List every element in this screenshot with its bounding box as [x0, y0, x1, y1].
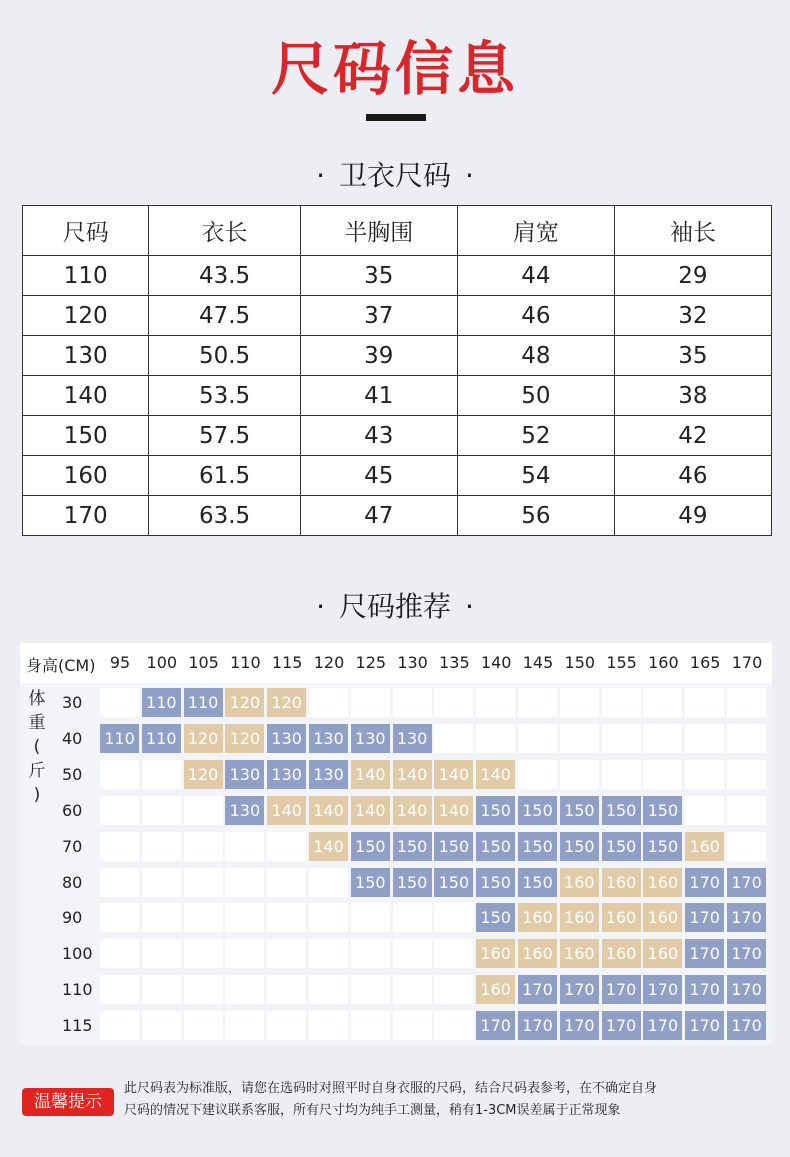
- weight-value: 80: [62, 872, 83, 892]
- empty-cell: [184, 868, 223, 897]
- column-header: 肩宽: [457, 206, 614, 256]
- height-value: 120: [313, 653, 345, 672]
- empty-cell: [184, 939, 223, 968]
- size-cell: 150: [518, 796, 557, 825]
- empty-cell: [225, 832, 264, 861]
- empty-cell: [142, 796, 181, 825]
- size-cell: 140: [434, 796, 473, 825]
- empty-cell: [225, 868, 264, 897]
- table-cell: 53.5: [149, 376, 300, 416]
- empty-cell: [100, 975, 139, 1004]
- size-cell: 160: [602, 903, 641, 932]
- table-cell: 35: [614, 336, 771, 376]
- empty-cell: [142, 903, 181, 932]
- size-cell: 160: [560, 903, 599, 932]
- empty-cell: [393, 903, 432, 932]
- table-cell: 52: [457, 416, 614, 456]
- size-cell: 110: [142, 688, 181, 717]
- size-cell: 160: [602, 868, 641, 897]
- size-cell: 140: [393, 760, 432, 789]
- size-cell: 160: [643, 939, 682, 968]
- table-cell: 44: [457, 256, 614, 296]
- height-value: 150: [564, 653, 596, 672]
- height-value: 145: [522, 653, 554, 672]
- size-cell: 160: [602, 939, 641, 968]
- size-cell: 160: [476, 975, 515, 1004]
- table-cell: 32: [614, 296, 771, 336]
- size-cell: 150: [560, 832, 599, 861]
- size-cell: 130: [267, 760, 306, 789]
- table-row: [23, 336, 772, 376]
- table-cell: 39: [300, 336, 457, 376]
- recommend-grid-body: [20, 683, 772, 1045]
- empty-cell: [100, 1011, 139, 1040]
- size-cell: 140: [351, 796, 390, 825]
- size-cell: 150: [643, 832, 682, 861]
- table-cell: 46: [614, 456, 771, 496]
- weight-value: 100: [62, 944, 93, 964]
- table-cell: 61.5: [149, 456, 300, 496]
- height-value: 105: [188, 653, 219, 672]
- tip-line: 此尺码表为标准版，请您在选码时对照平时自身衣服的尺码，结合尺码表参考，在不确定自身: [124, 1081, 658, 1096]
- empty-cell: [727, 832, 766, 861]
- size-cell: 150: [393, 868, 432, 897]
- column-header: 袖长: [614, 206, 771, 256]
- empty-cell: [518, 724, 557, 753]
- size-cell: 160: [518, 939, 557, 968]
- section-heading-size-chart: [0, 154, 790, 194]
- table-cell: 50: [457, 376, 614, 416]
- weight-axis-char: 体: [28, 689, 46, 709]
- empty-cell: [434, 688, 473, 717]
- size-cell: 170: [727, 975, 766, 1004]
- weight-value: 60: [62, 800, 83, 820]
- empty-cell: [184, 832, 223, 861]
- table-cell: 170: [23, 496, 149, 536]
- empty-cell: [100, 796, 139, 825]
- empty-cell: [685, 796, 724, 825]
- table-cell: 140: [23, 376, 149, 416]
- size-cell: 150: [560, 796, 599, 825]
- bullet-dot: ·: [316, 590, 325, 623]
- column-header: 尺码: [23, 206, 149, 256]
- table-cell: 160: [23, 456, 149, 496]
- column-header: 半胸围: [300, 206, 457, 256]
- size-recommend-grid: [20, 643, 772, 1045]
- height-header-row: [20, 643, 772, 684]
- size-cell: 150: [518, 868, 557, 897]
- empty-cell: [184, 975, 223, 1004]
- empty-cell: [225, 903, 264, 932]
- empty-cell: [518, 760, 557, 789]
- size-cell: 150: [602, 832, 641, 861]
- height-value: 115: [271, 653, 303, 672]
- empty-cell: [267, 1011, 306, 1040]
- size-cell: 170: [602, 1011, 641, 1040]
- size-cell: 150: [476, 868, 515, 897]
- size-cell: 170: [518, 1011, 557, 1040]
- empty-cell: [309, 1011, 348, 1040]
- empty-cell: [560, 724, 599, 753]
- size-cell: 170: [727, 903, 766, 932]
- size-cell: 110: [184, 688, 223, 717]
- empty-cell: [643, 688, 682, 717]
- size-cell: 150: [476, 903, 515, 932]
- size-cell: 170: [685, 939, 724, 968]
- weight-value: 30: [62, 693, 83, 712]
- table-cell: 46: [457, 296, 614, 336]
- empty-cell: [100, 939, 139, 968]
- size-cell: 170: [727, 868, 766, 897]
- table-cell: 45: [300, 456, 457, 496]
- size-cell: 150: [643, 796, 682, 825]
- size-cell: 170: [727, 1011, 766, 1040]
- empty-cell: [309, 939, 348, 968]
- size-cell: 150: [351, 832, 390, 861]
- empty-cell: [351, 1011, 390, 1040]
- empty-cell: [727, 724, 766, 753]
- empty-cell: [393, 1011, 432, 1040]
- section-heading-recommend: [0, 585, 790, 625]
- empty-cell: [142, 975, 181, 1004]
- size-cell: 130: [225, 760, 264, 789]
- empty-cell: [184, 796, 223, 825]
- size-cell: 140: [309, 832, 348, 861]
- column-header: 衣长: [149, 206, 300, 256]
- empty-cell: [225, 939, 264, 968]
- weight-axis-char: (: [33, 737, 41, 757]
- height-axis-label: 身高(CM): [26, 656, 96, 675]
- empty-cell: [351, 903, 390, 932]
- table-cell: 29: [614, 256, 771, 296]
- table-cell: 35: [300, 256, 457, 296]
- table-cell: 130: [23, 336, 149, 376]
- size-cell: 160: [643, 903, 682, 932]
- table-cell: 120: [23, 296, 149, 336]
- empty-cell: [225, 975, 264, 1004]
- table-cell: 150: [23, 416, 149, 456]
- weight-value: 90: [62, 908, 83, 928]
- empty-cell: [142, 1011, 181, 1040]
- table-row: [23, 456, 772, 496]
- size-table: [22, 205, 772, 536]
- weight-value: 70: [62, 836, 83, 856]
- table-cell: 41: [300, 376, 457, 416]
- empty-cell: [643, 724, 682, 753]
- empty-cell: [267, 939, 306, 968]
- empty-cell: [393, 939, 432, 968]
- table-cell: 50.5: [149, 336, 300, 376]
- empty-cell: [184, 903, 223, 932]
- empty-cell: [434, 724, 473, 753]
- size-cell: 140: [267, 796, 306, 825]
- table-cell: 38: [614, 376, 771, 416]
- table-cell: 43.5: [149, 256, 300, 296]
- empty-cell: [351, 939, 390, 968]
- height-value: 165: [689, 653, 721, 672]
- empty-cell: [309, 903, 348, 932]
- size-cell: 120: [184, 760, 223, 789]
- size-cell: 120: [225, 688, 264, 717]
- section-title: 卫衣尺码: [338, 159, 451, 192]
- height-value: 95: [109, 653, 131, 672]
- empty-cell: [309, 975, 348, 1004]
- empty-cell: [351, 688, 390, 717]
- table-row: [23, 256, 772, 296]
- size-cell: 170: [643, 975, 682, 1004]
- empty-cell: [685, 760, 724, 789]
- height-value: 140: [480, 653, 512, 672]
- tip-text: [124, 1078, 764, 1122]
- empty-cell: [685, 688, 724, 717]
- table-cell: 37: [300, 296, 457, 336]
- weight-axis-char: 斤: [28, 761, 46, 781]
- size-cell: 140: [393, 796, 432, 825]
- empty-cell: [685, 724, 724, 753]
- empty-cell: [476, 688, 515, 717]
- empty-cell: [309, 868, 348, 897]
- size-cell: 150: [434, 868, 473, 897]
- weight-value: 50: [62, 764, 83, 784]
- empty-cell: [100, 832, 139, 861]
- empty-cell: [100, 903, 139, 932]
- table-row: [23, 416, 772, 456]
- empty-cell: [351, 975, 390, 1004]
- size-cell: 140: [476, 760, 515, 789]
- weight-axis-char: ): [33, 785, 41, 805]
- size-cell: 170: [685, 1011, 724, 1040]
- size-cell: 160: [560, 939, 599, 968]
- size-cell: 170: [685, 975, 724, 1004]
- bullet-dot: ·: [465, 590, 474, 623]
- empty-cell: [434, 903, 473, 932]
- size-cell: 130: [351, 724, 390, 753]
- table-cell: 63.5: [149, 496, 300, 536]
- size-cell: 130: [309, 760, 348, 789]
- size-cell: 130: [393, 724, 432, 753]
- empty-cell: [267, 975, 306, 1004]
- empty-cell: [727, 688, 766, 717]
- empty-cell: [393, 688, 432, 717]
- size-cell: 150: [602, 796, 641, 825]
- height-value: 125: [355, 653, 387, 672]
- empty-cell: [434, 1011, 473, 1040]
- height-value: 155: [606, 653, 637, 672]
- weight-axis-label: [26, 687, 48, 807]
- size-cell: 140: [309, 796, 348, 825]
- empty-cell: [100, 760, 139, 789]
- size-cell: 140: [351, 760, 390, 789]
- size-cell: 170: [727, 939, 766, 968]
- table-cell: 42: [614, 416, 771, 456]
- page-title: 尺码信息: [270, 35, 519, 103]
- empty-cell: [393, 975, 432, 1004]
- size-cell: 170: [643, 1011, 682, 1040]
- size-cell: 120: [184, 724, 223, 753]
- size-cell: 170: [685, 868, 724, 897]
- table-cell: 48: [457, 336, 614, 376]
- table-cell: 56: [457, 496, 614, 536]
- empty-cell: [142, 832, 181, 861]
- table-row: [23, 376, 772, 416]
- size-cell: 120: [267, 688, 306, 717]
- size-cell: 170: [476, 1011, 515, 1040]
- size-cell: 150: [434, 832, 473, 861]
- section-title: 尺码推荐: [338, 590, 451, 623]
- empty-cell: [100, 868, 139, 897]
- height-value: 135: [439, 653, 470, 672]
- size-cell: 160: [518, 903, 557, 932]
- weight-value: 115: [62, 1016, 93, 1036]
- empty-cell: [142, 939, 181, 968]
- tip-line: 尺码的情况下建议联系客服，所有尺寸均为纯手工测量，稍有1-3CM误差属于正常现象: [124, 1103, 621, 1118]
- size-cell: 130: [267, 724, 306, 753]
- size-cell: 160: [560, 868, 599, 897]
- empty-cell: [225, 1011, 264, 1040]
- empty-cell: [267, 903, 306, 932]
- size-cell: 170: [560, 1011, 599, 1040]
- height-value: 110: [230, 653, 261, 672]
- empty-cell: [602, 688, 641, 717]
- empty-cell: [476, 724, 515, 753]
- size-cell: 150: [351, 868, 390, 897]
- empty-cell: [518, 688, 557, 717]
- table-cell: 43: [300, 416, 457, 456]
- empty-cell: [727, 796, 766, 825]
- weight-axis-char: 重: [28, 713, 46, 733]
- size-cell: 130: [309, 724, 348, 753]
- empty-cell: [267, 832, 306, 861]
- table-row: [23, 496, 772, 536]
- empty-cell: [267, 868, 306, 897]
- size-cell: 170: [602, 975, 641, 1004]
- empty-cell: [560, 688, 599, 717]
- size-cell: 120: [225, 724, 264, 753]
- weight-value: 110: [62, 980, 93, 1000]
- size-cell: 170: [518, 975, 557, 1004]
- empty-cell: [602, 724, 641, 753]
- empty-cell: [727, 760, 766, 789]
- size-cell: 160: [685, 832, 724, 861]
- table-header-row: [23, 206, 772, 256]
- table-cell: 110: [23, 256, 149, 296]
- empty-cell: [560, 760, 599, 789]
- tip-badge: 温馨提示: [22, 1088, 114, 1116]
- bullet-dot: ·: [465, 159, 474, 192]
- empty-cell: [434, 939, 473, 968]
- empty-cell: [142, 868, 181, 897]
- height-value: 170: [731, 653, 763, 672]
- size-cell: 150: [476, 796, 515, 825]
- empty-cell: [142, 760, 181, 789]
- size-cell: 110: [100, 724, 139, 753]
- size-cell: 160: [476, 939, 515, 968]
- table-cell: 47: [300, 496, 457, 536]
- empty-cell: [643, 760, 682, 789]
- table-cell: 54: [457, 456, 614, 496]
- empty-cell: [602, 760, 641, 789]
- table-cell: 57.5: [149, 416, 300, 456]
- size-cell: 160: [643, 868, 682, 897]
- size-cell: 140: [434, 760, 473, 789]
- title-underline: [366, 114, 426, 121]
- empty-cell: [309, 688, 348, 717]
- height-value: 130: [397, 653, 428, 672]
- height-value: 160: [648, 653, 679, 672]
- size-cell: 150: [393, 832, 432, 861]
- empty-cell: [100, 688, 139, 717]
- size-cell: 150: [476, 832, 515, 861]
- bullet-dot: ·: [316, 159, 325, 192]
- size-cell: 130: [225, 796, 264, 825]
- table-cell: 49: [614, 496, 771, 536]
- size-cell: 110: [142, 724, 181, 753]
- table-row: [23, 296, 772, 336]
- empty-cell: [434, 975, 473, 1004]
- weight-value: 40: [62, 728, 83, 748]
- size-cell: 170: [560, 975, 599, 1004]
- table-cell: 47.5: [149, 296, 300, 336]
- empty-cell: [184, 1011, 223, 1040]
- height-value: 100: [146, 653, 178, 672]
- size-cell: 170: [685, 903, 724, 932]
- size-cell: 150: [518, 832, 557, 861]
